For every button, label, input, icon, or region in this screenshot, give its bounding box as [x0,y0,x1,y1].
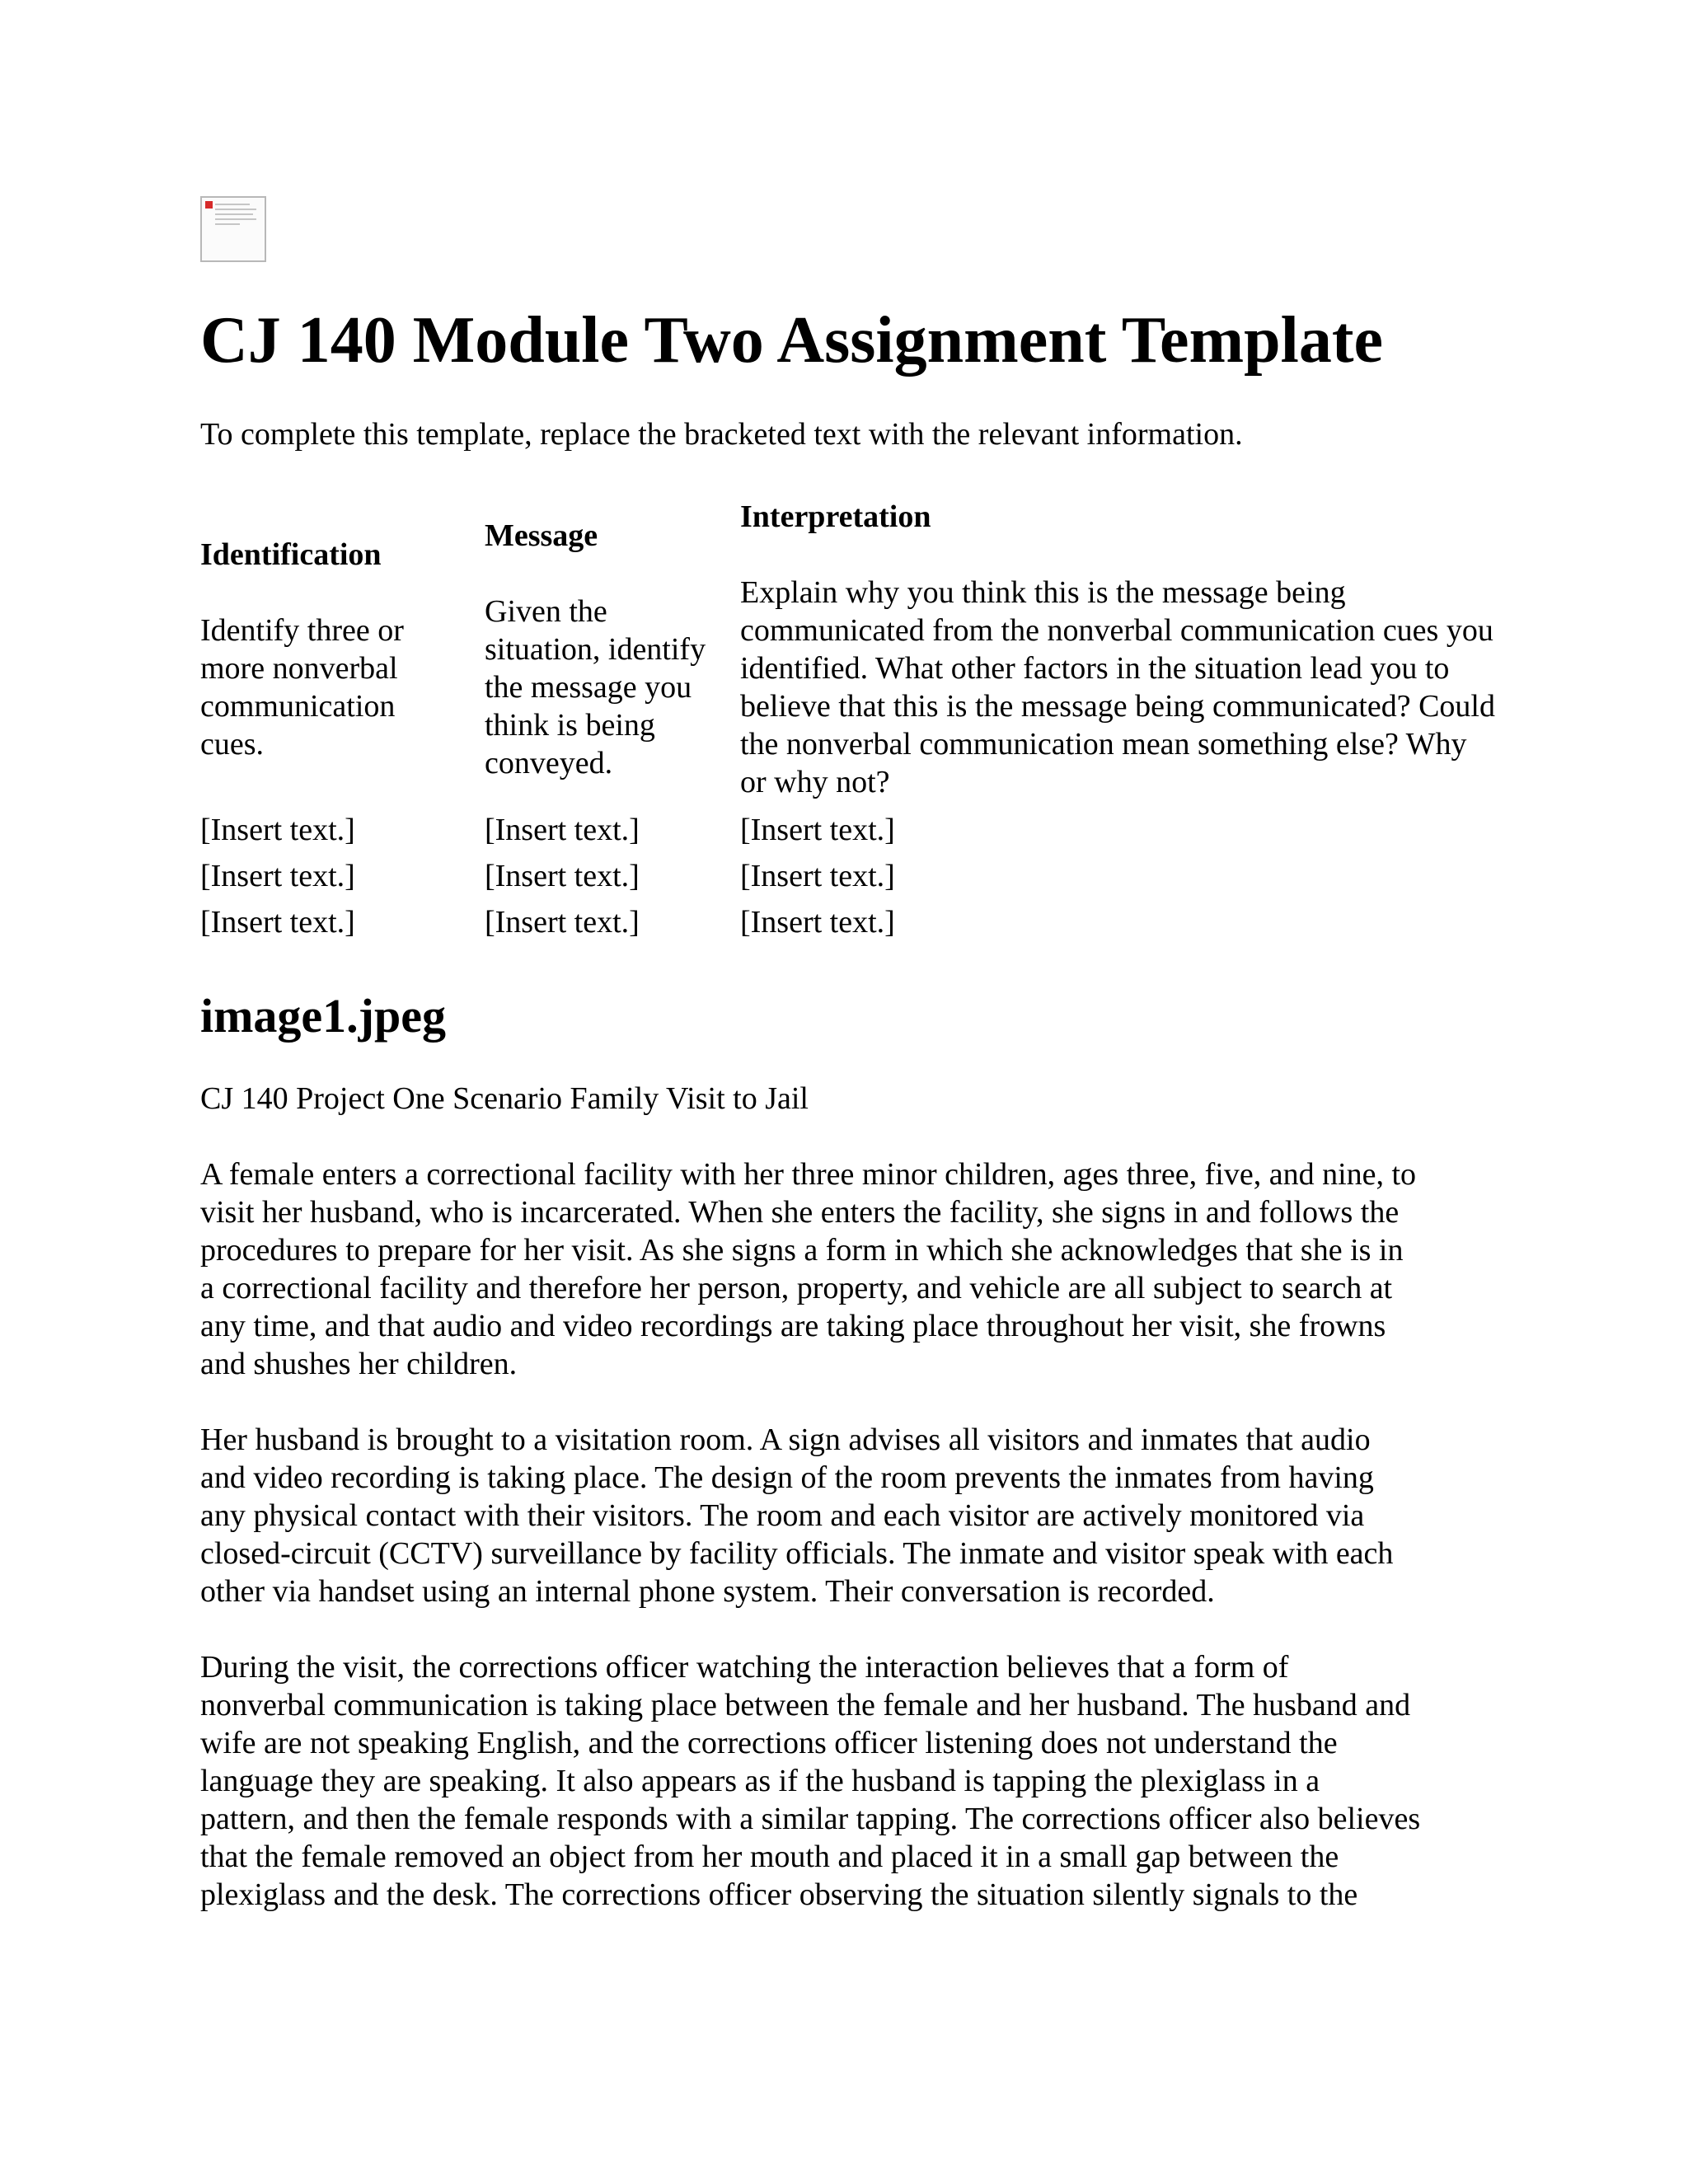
column-header-interpretation: Interpretation [740,499,931,534]
paragraph-line: language they are speaking. It also appears as if the husband is tapping the plexiglass in a [200,1764,1320,1798]
paragraph-line: wife are not speaking English, and the corrections officer listening does not understand the [200,1726,1338,1760]
paragraph-line: plexiglass and the desk. The corrections officer observing the situation silently signals to the [200,1877,1358,1912]
paragraph-line: Her husband is brought to a visitation room. A sign advises all visitors and inmates that audio [200,1422,1371,1457]
column-description-identification: Identify three or more nonverbal communication cues. [200,613,404,762]
document-title: CJ 140 Module Two Assignment Template [200,304,1383,377]
table-cell: [Insert text.] [740,859,895,893]
table-cell: [Insert text.] [200,859,355,893]
broken-image-icon [200,196,266,262]
paragraph-line: and video recording is taking place. The design of the room prevents the inmates from having [200,1460,1374,1495]
paragraph-line: any time, and that audio and video recordings are taking place throughout her visit, she frowns [200,1309,1386,1343]
paragraph-line: nonverbal communication is taking place between the female and her husband. The husband and [200,1688,1411,1722]
image-section-heading: image1.jpeg [200,989,446,1043]
scenario-paragraph-3 [200,1648,1503,1914]
paragraph-line: visit her husband, who is incarcerated. When she enters the facility, she signs in and follows the [200,1195,1400,1230]
paragraph-line: that the female removed an object from her mouth and placed it in a small gap between the [200,1840,1339,1874]
paragraph-line: closed-circuit (CCTV) surveillance by facility officials. The inmate and visitor speak with each [200,1536,1394,1571]
column-description-message: Given the situation, identify the message you think is being conveyed. [485,594,706,780]
table-cell: [Insert text.] [200,813,355,847]
table-cell: [Insert text.] [485,859,640,893]
paragraph-line: other via handset using an internal phone system. Their conversation is recorded. [200,1574,1215,1609]
scenario-paragraph-1 [200,1155,1503,1383]
column-description-interpretation: Explain why you think this is the message being communicated from the nonverbal communication cues you identified. What other factors in the situation lead you to believe that this is the message being communicated? Could the nonverbal communication mean something else? Why or why not? [740,575,1495,799]
table-cell: [Insert text.] [740,905,895,940]
paragraph-line: A female enters a correctional facility with her three minor children, ages three, five, and nine, to [200,1157,1417,1192]
table-cell: [Insert text.] [485,813,640,847]
scenario-paragraph-2 [200,1421,1503,1610]
paragraph-line: During the visit, the corrections officer watching the interaction believes that a form of [200,1650,1289,1685]
column-header-message: Message [485,518,598,553]
paragraph-line: pattern, and then the female responds with a similar tapping. The corrections officer also believes [200,1802,1421,1836]
scenario-title: CJ 140 Project One Scenario Family Visit to Jail [200,1081,809,1116]
paragraph-line: a correctional facility and therefore her person, property, and vehicle are all subject to search at [200,1271,1393,1305]
table-cell: [Insert text.] [200,905,355,940]
table-cell: [Insert text.] [740,813,895,847]
table-cell: [Insert text.] [485,905,640,940]
paragraph-line: any physical contact with their visitors. The room and each visitor are actively monitored via [200,1498,1365,1533]
paragraph-line: and shushes her children. [200,1347,518,1381]
column-header-identification: Identification [200,537,382,572]
paragraph-line: procedures to prepare for her visit. As she signs a form in which she acknowledges that she is in [200,1233,1404,1268]
intro-text: To complete this template, replace the bracketed text with the relevant information. [200,417,1243,452]
